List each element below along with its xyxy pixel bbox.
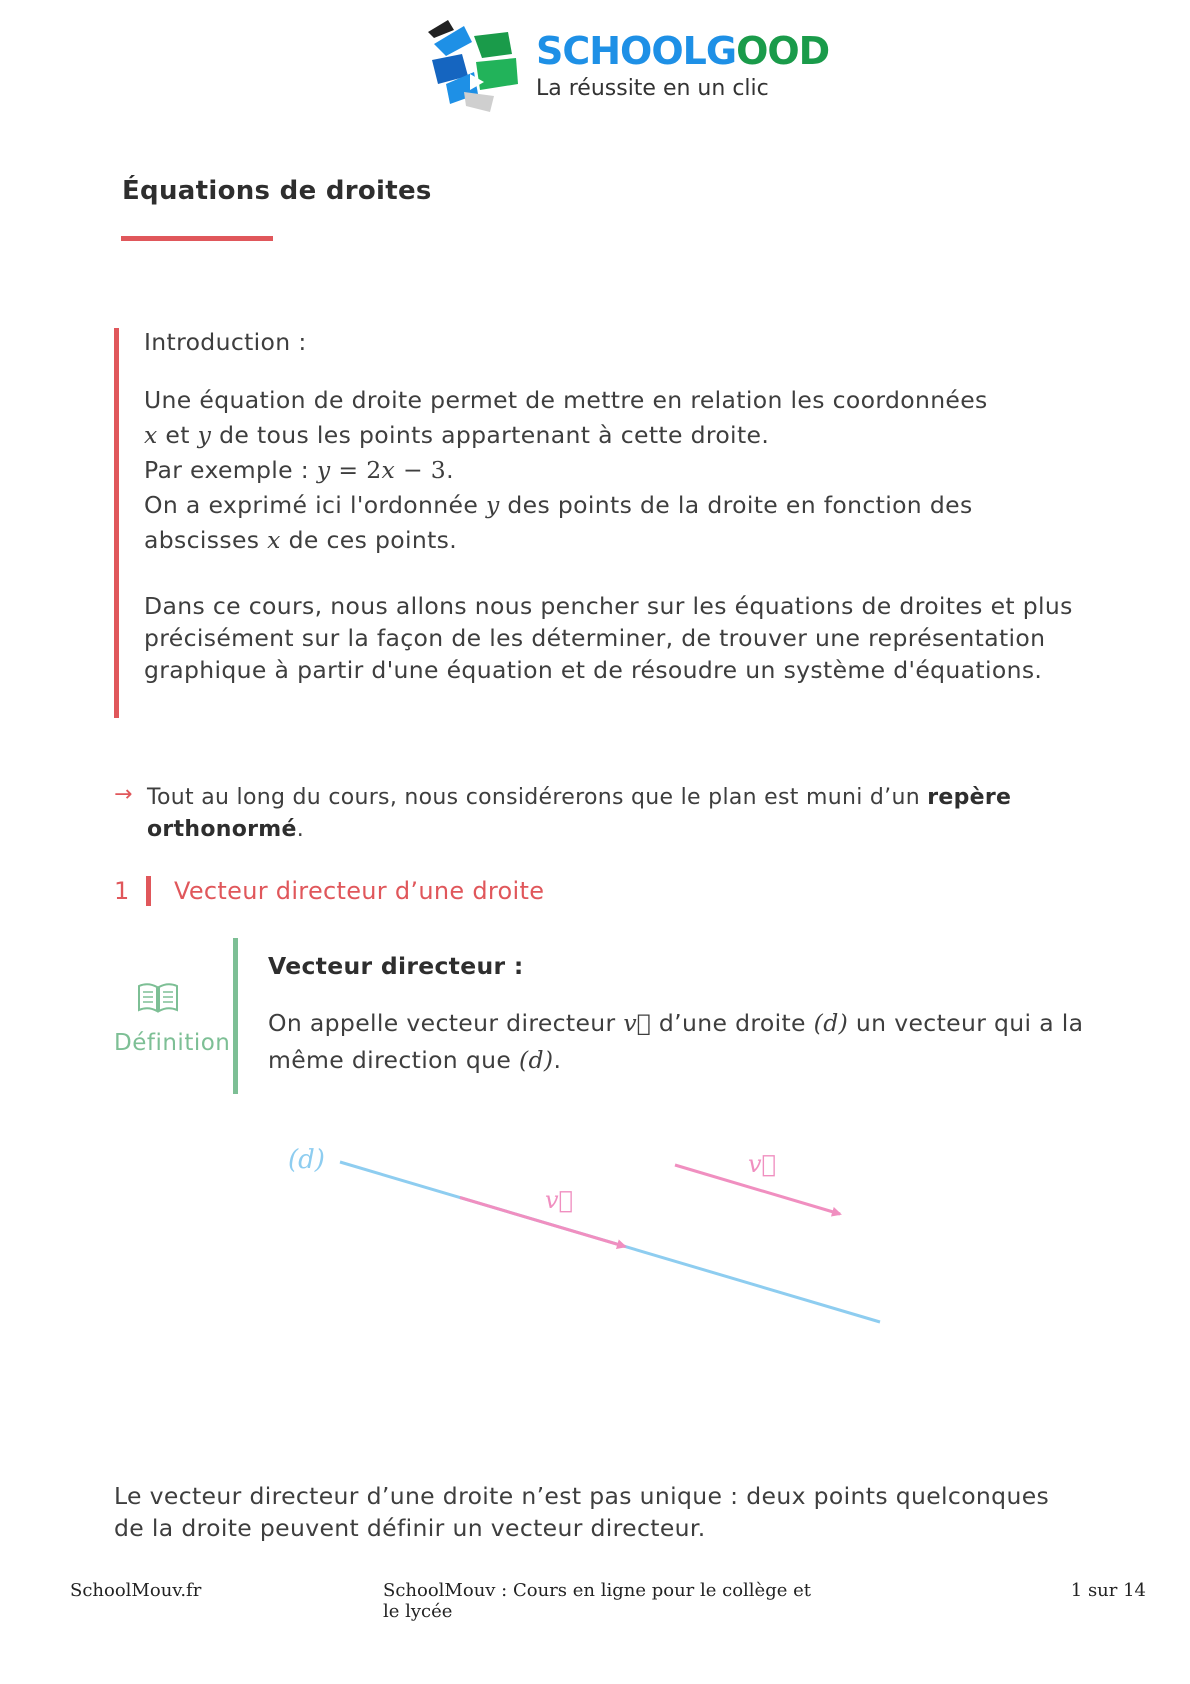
example-label: Par exemple : bbox=[144, 456, 317, 484]
logo-wordmark-part2: OOD bbox=[736, 29, 830, 73]
intro-text: Une équation de droite permet de mettre en relation les coordonnées bbox=[144, 386, 988, 414]
schoolgood-logo bbox=[424, 14, 830, 114]
math-var-y: y bbox=[485, 491, 500, 519]
section-title: Vecteur directeur d’une droite bbox=[174, 877, 545, 905]
vector-v-on-line bbox=[460, 1198, 625, 1247]
definition-text-part: On appelle vecteur directeur bbox=[268, 1009, 624, 1037]
arrow-right-icon: → bbox=[114, 782, 133, 807]
math-line-d: (d) bbox=[813, 1009, 849, 1037]
math-var-x: x bbox=[267, 526, 281, 554]
page-title: Équations de droites bbox=[122, 176, 432, 206]
vector-v-label: v⃗ bbox=[748, 1150, 776, 1178]
definition-label: Définition bbox=[114, 1030, 231, 1056]
math-period: . bbox=[446, 456, 454, 484]
logo-emblem-icon bbox=[424, 14, 534, 114]
math-var-x: x bbox=[381, 456, 396, 484]
intro-accent-bar bbox=[114, 328, 119, 718]
note-text-part: . bbox=[296, 817, 305, 842]
intro-text: de tous les points appartenant à cette droite. bbox=[211, 421, 770, 449]
section-number: 1 bbox=[114, 877, 130, 905]
footer-site: SchoolMouv.fr bbox=[70, 1580, 202, 1601]
intro-paragraph-2: Dans ce cours, nous allons nous pencher sur les équations de droites et plus précisément sur la façon de les déterminer, de trouver une représentation graphique à partir d'une équation et de résoudre un système d'équations. bbox=[144, 592, 1073, 684]
closing-paragraph: Le vecteur directeur d’une droite n’est pas unique : deux points quelconques de la droite peuvent définir un vecteur directeur. bbox=[114, 1482, 1050, 1542]
math-vector-v: v⃗ bbox=[623, 1009, 652, 1037]
definition-text-part: d’une droite bbox=[651, 1009, 814, 1037]
intro-heading: Introduction : bbox=[144, 328, 307, 356]
definition-heading: Vecteur directeur : bbox=[268, 952, 524, 980]
note-text-part: Tout au long du cours, nous considérerons que le plan est muni d’un bbox=[147, 785, 928, 810]
footer-page-number: 1 sur 14 bbox=[1070, 1580, 1146, 1601]
math-var-y: y bbox=[316, 456, 331, 484]
title-underline bbox=[121, 236, 273, 241]
note-bold-term: repère orthonormé bbox=[147, 785, 1012, 842]
footer-description: SchoolMouv : Cours en ligne pour le collège et le lycée bbox=[383, 1580, 811, 1622]
logo-wordmark bbox=[536, 29, 830, 73]
math-equation-part: = 2 bbox=[330, 456, 382, 484]
definition-accent-bar bbox=[233, 938, 238, 1094]
logo-tagline: La réussite en un clic bbox=[536, 76, 769, 101]
intro-text: de ces points. bbox=[280, 526, 458, 554]
section-divider bbox=[146, 876, 151, 906]
intro-paragraph-1 bbox=[144, 383, 1084, 558]
definition-text-part: un vecteur qui a la même direction que bbox=[268, 1009, 1084, 1074]
intro-text: des points de la droite en fonction des abscisses bbox=[144, 491, 973, 554]
math-equation-part: − 3 bbox=[395, 456, 447, 484]
math-line-d: (d) bbox=[519, 1046, 554, 1074]
line-d-label: (d) bbox=[288, 1145, 325, 1175]
vector-v-label: v⃗ bbox=[545, 1186, 573, 1214]
math-var-x: x bbox=[144, 421, 158, 449]
logo-wordmark-part1: SCHOOLG bbox=[536, 29, 737, 73]
direction-vector-figure bbox=[280, 1140, 900, 1350]
open-book-icon bbox=[136, 980, 180, 1014]
definition-text-part: . bbox=[553, 1046, 562, 1074]
definition-text bbox=[268, 1005, 1088, 1079]
math-var-y: y bbox=[197, 421, 212, 449]
intro-text: et bbox=[157, 421, 198, 449]
intro-text: On a exprimé ici l'ordonnée bbox=[144, 491, 486, 519]
note-text bbox=[147, 782, 1087, 846]
